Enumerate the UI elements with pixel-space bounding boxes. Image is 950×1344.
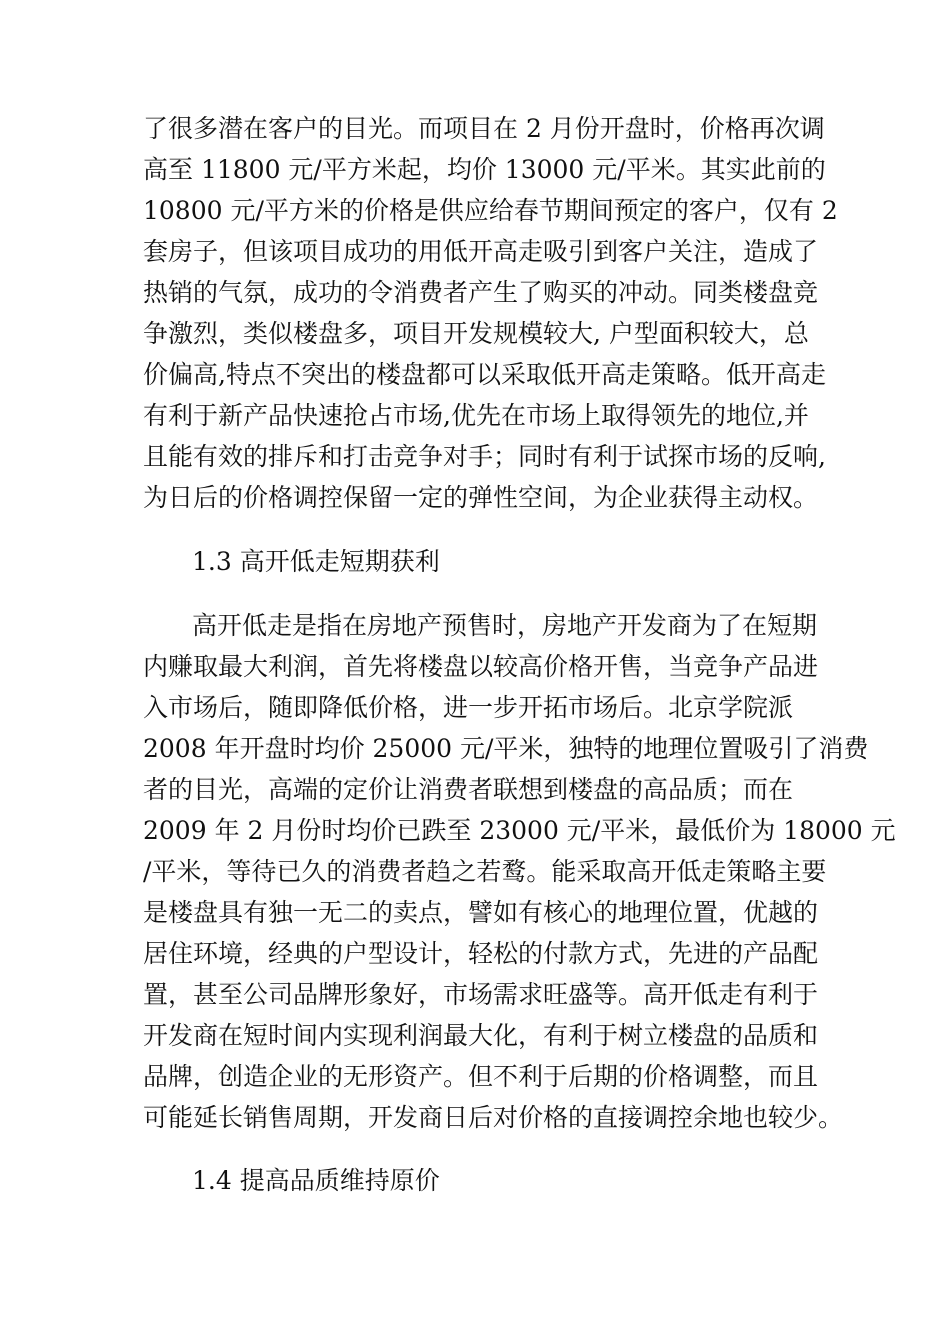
text-line: 开发商在短时间内实现利润最大化，有利于树立楼盘的品质和 [143, 1021, 819, 1050]
text-line: 居住环境，经典的户型设计，轻松的付款方式，先进的产品配 [143, 939, 819, 968]
text-line: 内赚取最大利润，首先将楼盘以较高价格开售，当竞争产品进 [143, 652, 819, 681]
text-line: 2008 年开盘时均价 25000 元/平米，独特的地理位置吸引了消费 [143, 734, 869, 763]
text-line: 可能延长销售周期，开发商日后对价格的直接调控余地也较少。 [143, 1103, 844, 1132]
text-line: /平米，等待已久的消费者趋之若鹜。能采取高开低走策略主要 [143, 857, 827, 886]
section-heading-1-3: 1.3 高开低走短期获利 [192, 547, 440, 576]
text-line: 高至 11800 元/平方米起，均价 13000 元/平米。其实此前的 [143, 155, 826, 184]
text-line: 入市场后，随即降低价格，进一步开拓市场后。北京学院派 [143, 693, 794, 722]
text-line: 高开低走是指在房地产预售时，房地产开发商为了在短期 [192, 611, 818, 640]
text-line: 品牌，创造企业的无形资产。但不利于后期的价格调整，而且 [143, 1062, 819, 1091]
text-line: 为日后的价格调控保留一定的弹性空间，为企业获得主动权。 [143, 483, 819, 512]
text-line: 2009 年 2 月份时均价已跌至 23000 元/平米，最低价为 18000 元 [143, 816, 896, 845]
text-line: 套房子，但该项目成功的用低开高走吸引到客户关注，造成了 [143, 237, 819, 266]
text-line: 了很多潜在客户的目光。而项目在 2 月份开盘时，价格再次调 [143, 114, 825, 143]
text-line: 者的目光，高端的定价让消费者联想到楼盘的高品质；而在 [143, 775, 794, 804]
text-line: 争激烈，类似楼盘多，项目开发规模较大, 户型面积较大，总 [143, 319, 809, 348]
text-line: 置，甚至公司品牌形象好，市场需求旺盛等。高开低走有利于 [143, 980, 819, 1009]
text-line: 10800 元/平方米的价格是供应给春节期间预定的客户，仅有 2 [143, 196, 838, 225]
text-line: 有利于新产品快速抢占市场,优先在市场上取得领先的地位,并 [143, 401, 809, 430]
text-line: 且能有效的排斥和打击竞争对手；同时有利于试探市场的反响, [143, 442, 826, 471]
section-heading-1-4: 1.4 提高品质维持原价 [192, 1166, 440, 1195]
text-line: 是楼盘具有独一无二的卖点，譬如有核心的地理位置，优越的 [143, 898, 819, 927]
text-line: 热销的气氛，成功的令消费者产生了购买的冲动。同类楼盘竞 [143, 278, 819, 307]
text-line: 价偏高,特点不突出的楼盘都可以采取低开高走策略。低开高走 [143, 360, 826, 389]
